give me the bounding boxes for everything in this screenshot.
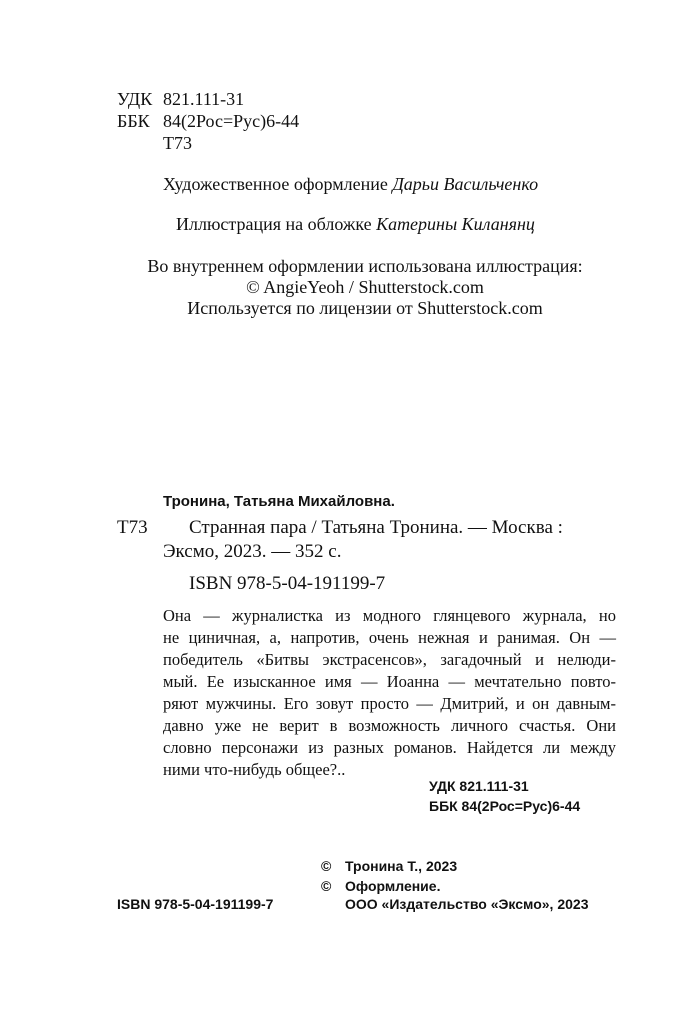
record-mark: Т73 [117,517,148,538]
record-isbn: ISBN 978-5-04-191199-7 [189,573,386,594]
annotation-line: победитель «Битвы экстрасенсов», загадочный и нелюди- [163,650,616,669]
copyright-publisher: ООО «Издательство «Эксмо», 2023 [345,896,589,912]
inner-illustration-line2: © AngieYeoh / Shutterstock.com [246,277,484,297]
bbk-label: ББК [117,111,150,131]
bottom-udk: УДК 821.111-31 [429,778,529,794]
record-author-heading: Тронина, Татьяна Михайловна. [163,493,395,510]
annotation-line: Она — журналистка из модного глянцевого журнала, но [163,606,616,625]
annotation-line: ряют мужчины. Его зовут просто — Дмитрий, и он давным- [163,694,616,713]
cover-credit-prefix: Иллюстрация на обложке [176,214,377,234]
udk-value: 821.111-31 [163,89,245,109]
design-credit-name: Дарьи Васильченко [392,174,539,194]
inner-illustration-line3: Используется по лицензии от Shutterstock.com [187,298,543,318]
annotation-line: давно уже не верит в возможность личного счастья. Они [163,716,616,735]
copyright-isbn: ISBN 978-5-04-191199-7 [117,896,274,912]
bottom-bbk: ББК 84(2Рос=Рус)6-44 [429,798,581,814]
copyright-symbol-2: © [321,878,332,894]
annotation [163,605,616,781]
copyright-design: Оформление. [345,878,441,894]
cover-credit [176,213,535,235]
annotation-line: словно персонажи из разных романов. Найдется ли между [163,738,616,757]
copyright-author: Тронина Т., 2023 [345,858,458,874]
cover-credit-name: Катерины Киланянц [376,214,535,234]
design-credit [163,173,538,195]
author-mark: Т73 [163,133,192,153]
annotation-line: ними что-нибудь общее?.. [163,760,346,779]
copyright-symbol-1: © [321,858,332,874]
record-title-line2: Эксмо, 2023. — 352 с. [163,541,342,562]
inner-illustration-line1: Во внутреннем оформлении использована иллюстрация: [147,256,583,276]
udk-label: УДК [117,89,153,109]
record-title-line1: Странная пара / Татьяна Тронина. — Москва : [189,517,563,538]
annotation-line: не циничная, а, напротив, очень нежная и ранимая. Он — [163,628,616,647]
design-credit-prefix: Художественное оформление [163,174,393,194]
bbk-value: 84(2Рос=Рус)6-44 [163,111,300,131]
annotation-line: мый. Ее изысканное имя — Иоанна — мечтательно повто- [163,672,616,691]
